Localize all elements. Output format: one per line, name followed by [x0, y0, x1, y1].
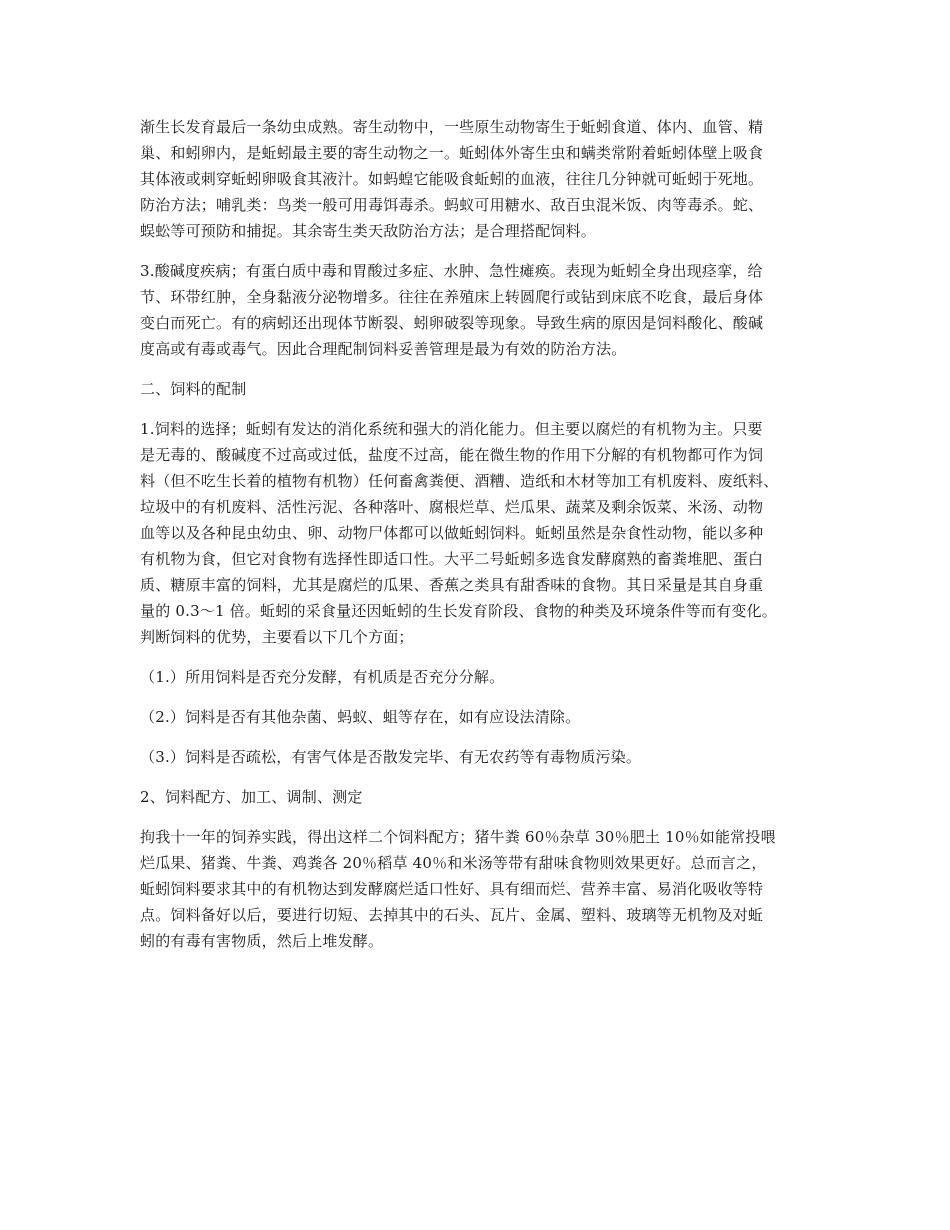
- text-line: 3.酸碱度疾病；有蛋白质中毒和胃酸过多症、水肿、急性瘫痪。表现为蚯蚓全身出现痉挛，给: [140, 262, 763, 280]
- text-line: 垃圾中的有机废料、活性污泥、各种落叶、腐根烂草、烂瓜果、蔬菜及剩余饭菜、米汤、动物: [140, 498, 764, 516]
- paragraph-acid-base-disease: [140, 258, 826, 362]
- text-line: 蚯蚓饲料要求其中的有机物达到发酵腐烂适口性好、具有细而烂、营养丰富、易消化吸收等特: [140, 880, 764, 898]
- text-line: 渐生长发育最后一条幼虫成熟。寄生动物中，一些原生动物寄生于蚯蚓食道、体内、血管、精: [140, 118, 764, 136]
- text-line: 量的 0.3～1 倍。蚯蚓的采食量还因蚯蚓的生长发育阶段、食物的种类及环境条件等而有变化。: [140, 602, 777, 620]
- section-heading-feed-formula: 2、饲料配方、加工、调制、测定: [140, 788, 363, 806]
- paragraph-feed-selection: [140, 416, 826, 650]
- text-line: 1.饲料的选择；蚯蚓有发达的消化系统和强大的消化能力。但主要以腐烂的有机物为主。只要: [140, 420, 763, 438]
- text-line: 变白而死亡。有的病蚓还出现体节断裂、蚓卵破裂等现象。导致生病的原因是饲料酸化、酸碱: [140, 314, 764, 332]
- text-line: 料（但不吃生长着的植物有机物）任何畜禽粪便、酒糟、造纸和木材等加工有机废料、废纸料、: [140, 472, 779, 490]
- list-item-fermentation: （1.）所用饲料是否充分发酵，有机质是否充分分解。: [140, 668, 505, 686]
- paragraph-parasites: [140, 114, 826, 244]
- section-heading-feed-preparation: 二、饲料的配制: [140, 380, 247, 398]
- text-line: 度高或有毒或毒气。因此合理配制饲料妥善管理是最为有效的防治方法。: [140, 340, 627, 358]
- document-body: [140, 114, 826, 968]
- text-line: 其体液或刺穿蚯蚓卵吸食其液汁。如蚂蝗它能吸食蚯蚓的血液，往往几分钟就可蚯蚓于死地。: [140, 170, 764, 188]
- text-line: 节、环带红肿，全身黏液分泌物增多。往往在养殖床上转圆爬行或钻到床底不吃食，最后身体: [140, 288, 764, 306]
- text-line: 血等以及各种昆虫幼虫、卵、动物尸体都可以做蚯蚓饲料。蚯蚓虽然是杂食性动物，能以多种: [140, 524, 764, 542]
- text-line: 蜈蚣等可预防和捕捉。其余寄生类天敌防治方法；是合理搭配饲料。: [140, 222, 597, 240]
- text-line: 拘我十一年的饲养实践，得出这样二个饲料配方；猪牛粪 60％杂草 30％肥土 10％如能常投喂: [140, 828, 776, 846]
- text-line: 判断饲料的优势，主要看以下几个方面；: [140, 628, 414, 646]
- paragraph-feed-formula: [140, 824, 826, 954]
- text-line: 有机物为食，但它对食物有选择性即适口性。大平二号蚯蚓多选食发酵腐熟的畜粪堆肥、蛋白: [140, 550, 764, 568]
- text-line: 防治方法；哺乳类：鸟类一般可用毒饵毒杀。蚂蚁可用糖水、敌百虫混米饭、肉等毒杀。蛇、: [140, 196, 764, 214]
- list-item-looseness: （3.）饲料是否疏松，有害气体是否散发完毕、有无农药等有毒物质污染。: [140, 748, 642, 766]
- text-line: 质、糖原丰富的饲料，尤其是腐烂的瓜果、香蕉之类具有甜香味的食物。其日采量是其自身重: [140, 576, 764, 594]
- text-line: 是无毒的、酸碱度不过高或过低，盐度不过高，能在微生物的作用下分解的有机物都可作为饲: [140, 446, 764, 464]
- list-item-contaminants: （2.）饲料是否有其他杂菌、蚂蚁、蛆等存在，如有应设法清除。: [140, 708, 581, 726]
- text-line: 蚓的有毒有害物质，然后上堆发酵。: [140, 932, 384, 950]
- text-line: 烂瓜果、猪粪、牛粪、鸡粪各 20％稻草 40％和米汤等带有甜味食物则效果更好。总而言之，: [140, 854, 767, 872]
- text-line: 点。饲料备好以后，要进行切短、去掉其中的石头、瓦片、金属、塑料、玻璃等无机物及对蚯: [140, 906, 764, 924]
- text-line: 巢、和蚓卵内，是蚯蚓最主要的寄生动物之一。蚯蚓体外寄生虫和螨类常附着蚯蚓体壁上吸食: [140, 144, 764, 162]
